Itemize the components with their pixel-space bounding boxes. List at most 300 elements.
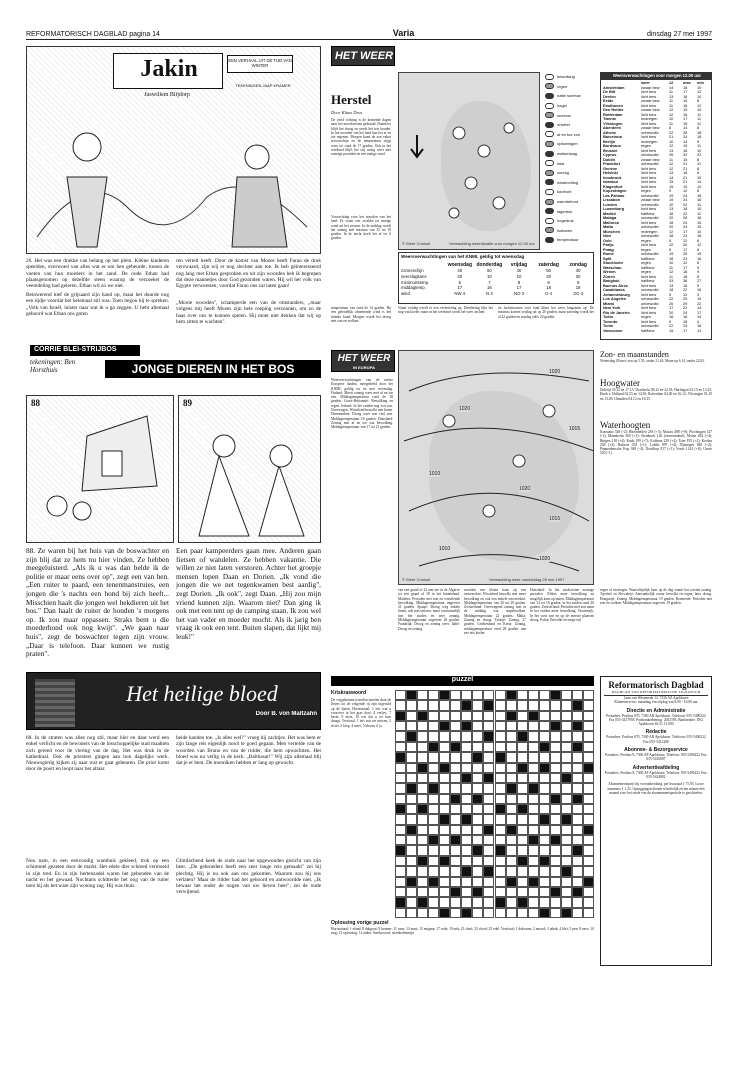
puzzle-cell[interactable] (483, 742, 494, 752)
puzzle-cell[interactable] (583, 794, 594, 804)
puzzle-cell[interactable] (439, 835, 450, 845)
puzzle-cell[interactable] (572, 897, 583, 907)
puzzle-cell[interactable] (495, 773, 506, 783)
puzzle-cell[interactable] (395, 731, 406, 741)
puzzle-cell[interactable] (495, 721, 506, 731)
puzzle-cell[interactable] (539, 804, 550, 814)
puzzle-cell[interactable] (539, 866, 550, 876)
puzzle-cell[interactable] (395, 866, 406, 876)
puzzle-cell[interactable] (417, 835, 428, 845)
puzzle-cell[interactable] (428, 763, 439, 773)
puzzle-cell[interactable] (539, 711, 550, 721)
puzzle-cell[interactable] (406, 763, 417, 773)
puzzle-cell[interactable] (572, 866, 583, 876)
puzzle-cell[interactable] (428, 700, 439, 710)
puzzle-cell[interactable] (450, 845, 461, 855)
puzzle-cell[interactable] (461, 763, 472, 773)
puzzle-cell[interactable] (495, 794, 506, 804)
puzzle-cell[interactable] (561, 825, 572, 835)
puzzle-cell[interactable] (528, 908, 539, 918)
puzzle-cell[interactable] (483, 794, 494, 804)
puzzle-cell[interactable] (572, 711, 583, 721)
puzzle-cell[interactable] (539, 794, 550, 804)
puzzle-cell[interactable] (472, 742, 483, 752)
puzzle-cell[interactable] (495, 783, 506, 793)
puzzle-cell[interactable] (472, 814, 483, 824)
puzzle-cell[interactable] (550, 700, 561, 710)
puzzle-cell[interactable] (528, 825, 539, 835)
puzzle-cell[interactable] (539, 690, 550, 700)
puzzle-cell[interactable] (572, 877, 583, 887)
puzzle-cell[interactable] (517, 887, 528, 897)
puzzle-cell[interactable] (517, 711, 528, 721)
puzzle-cell[interactable] (417, 742, 428, 752)
puzzle-cell[interactable] (439, 897, 450, 907)
puzzle-cell[interactable] (517, 783, 528, 793)
puzzle-cell[interactable] (550, 804, 561, 814)
puzzle-cell[interactable] (483, 897, 494, 907)
puzzle-cell[interactable] (517, 908, 528, 918)
puzzle-cell[interactable] (439, 794, 450, 804)
puzzle-cell[interactable] (395, 690, 406, 700)
puzzle-cell[interactable] (517, 690, 528, 700)
puzzle-cell[interactable] (517, 773, 528, 783)
puzzle-cell[interactable] (550, 877, 561, 887)
puzzle-cell[interactable] (450, 783, 461, 793)
puzzle-cell[interactable] (539, 877, 550, 887)
puzzle-cell[interactable] (495, 731, 506, 741)
puzzle-cell[interactable] (406, 711, 417, 721)
puzzle-cell[interactable] (528, 887, 539, 897)
puzzle-cell[interactable] (417, 731, 428, 741)
puzzle-cell[interactable] (406, 835, 417, 845)
puzzle-cell[interactable] (483, 711, 494, 721)
puzzle-cell[interactable] (506, 804, 517, 814)
puzzle-cell[interactable] (506, 866, 517, 876)
puzzle-cell[interactable] (561, 742, 572, 752)
puzzle-cell[interactable] (583, 804, 594, 814)
puzzle-cell[interactable] (583, 752, 594, 762)
puzzle-cell[interactable] (406, 856, 417, 866)
puzzle-cell[interactable] (572, 835, 583, 845)
puzzle-cell[interactable] (472, 690, 483, 700)
puzzle-cell[interactable] (572, 783, 583, 793)
puzzle-cell[interactable] (428, 825, 439, 835)
puzzle-cell[interactable] (561, 752, 572, 762)
puzzle-cell[interactable] (483, 763, 494, 773)
puzzle-cell[interactable] (439, 845, 450, 855)
puzzle-cell[interactable] (517, 814, 528, 824)
puzzle-cell[interactable] (395, 721, 406, 731)
puzzle-cell[interactable] (472, 783, 483, 793)
puzzle-cell[interactable] (572, 752, 583, 762)
puzzle-cell[interactable] (461, 711, 472, 721)
puzzle-cell[interactable] (583, 908, 594, 918)
puzzle-cell[interactable] (528, 773, 539, 783)
puzzle-cell[interactable] (495, 877, 506, 887)
puzzle-cell[interactable] (439, 825, 450, 835)
puzzle-cell[interactable] (528, 763, 539, 773)
puzzle-cell[interactable] (583, 866, 594, 876)
puzzle-cell[interactable] (572, 773, 583, 783)
puzzle-cell[interactable] (417, 877, 428, 887)
puzzle-cell[interactable] (506, 814, 517, 824)
puzzle-cell[interactable] (406, 908, 417, 918)
puzzle-cell[interactable] (539, 731, 550, 741)
puzzle-cell[interactable] (472, 731, 483, 741)
puzzle-cell[interactable] (450, 773, 461, 783)
puzzle-cell[interactable] (517, 877, 528, 887)
puzzle-cell[interactable] (528, 804, 539, 814)
puzzle-cell[interactable] (483, 887, 494, 897)
puzzle-cell[interactable] (395, 825, 406, 835)
puzzle-cell[interactable] (572, 804, 583, 814)
puzzle-cell[interactable] (506, 752, 517, 762)
puzzle-cell[interactable] (395, 763, 406, 773)
puzzle-cell[interactable] (472, 897, 483, 907)
puzzle-cell[interactable] (572, 814, 583, 824)
puzzle-cell[interactable] (550, 814, 561, 824)
puzzle-cell[interactable] (583, 690, 594, 700)
puzzle-cell[interactable] (561, 721, 572, 731)
puzzle-cell[interactable] (583, 731, 594, 741)
puzzle-cell[interactable] (583, 783, 594, 793)
puzzle-cell[interactable] (428, 804, 439, 814)
puzzle-cell[interactable] (417, 866, 428, 876)
puzzle-cell[interactable] (550, 752, 561, 762)
puzzle-cell[interactable] (395, 856, 406, 866)
puzzle-cell[interactable] (461, 887, 472, 897)
puzzle-cell[interactable] (539, 845, 550, 855)
puzzle-cell[interactable] (572, 825, 583, 835)
puzzle-cell[interactable] (550, 731, 561, 741)
puzzle-cell[interactable] (439, 804, 450, 814)
puzzle-cell[interactable] (461, 794, 472, 804)
puzzle-cell[interactable] (450, 804, 461, 814)
puzzle-cell[interactable] (483, 783, 494, 793)
puzzle-cell[interactable] (561, 763, 572, 773)
puzzle-cell[interactable] (539, 700, 550, 710)
puzzle-cell[interactable] (428, 711, 439, 721)
puzzle-cell[interactable] (528, 752, 539, 762)
puzzle-cell[interactable] (483, 804, 494, 814)
puzzle-cell[interactable] (406, 752, 417, 762)
puzzle-cell[interactable] (495, 835, 506, 845)
puzzle-cell[interactable] (395, 700, 406, 710)
puzzle-cell[interactable] (472, 711, 483, 721)
puzzle-cell[interactable] (461, 690, 472, 700)
puzzle-cell[interactable] (461, 825, 472, 835)
puzzle-cell[interactable] (472, 700, 483, 710)
puzzle-cell[interactable] (428, 752, 439, 762)
puzzle-cell[interactable] (428, 887, 439, 897)
puzzle-cell[interactable] (439, 877, 450, 887)
puzzle-cell[interactable] (528, 897, 539, 907)
puzzle-cell[interactable] (450, 752, 461, 762)
puzzle-cell[interactable] (572, 856, 583, 866)
puzzle-cell[interactable] (583, 856, 594, 866)
puzzle-cell[interactable] (550, 856, 561, 866)
puzzle-cell[interactable] (495, 887, 506, 897)
puzzle-cell[interactable] (539, 721, 550, 731)
puzzle-cell[interactable] (395, 835, 406, 845)
puzzle-cell[interactable] (395, 877, 406, 887)
puzzle-cell[interactable] (583, 887, 594, 897)
puzzle-cell[interactable] (472, 856, 483, 866)
puzzle-cell[interactable] (506, 773, 517, 783)
puzzle-cell[interactable] (517, 794, 528, 804)
puzzle-cell[interactable] (539, 773, 550, 783)
puzzle-cell[interactable] (461, 856, 472, 866)
puzzle-cell[interactable] (395, 773, 406, 783)
puzzle-cell[interactable] (561, 731, 572, 741)
puzzle-cell[interactable] (439, 783, 450, 793)
puzzle-cell[interactable] (561, 690, 572, 700)
puzzle-cell[interactable] (495, 856, 506, 866)
puzzle-cell[interactable] (461, 845, 472, 855)
puzzle-cell[interactable] (439, 731, 450, 741)
puzzle-cell[interactable] (495, 700, 506, 710)
puzzle-cell[interactable] (550, 845, 561, 855)
puzzle-cell[interactable] (528, 845, 539, 855)
puzzle-cell[interactable] (561, 700, 572, 710)
puzzle-cell[interactable] (439, 773, 450, 783)
puzzle-cell[interactable] (583, 835, 594, 845)
puzzle-cell[interactable] (539, 783, 550, 793)
puzzle-cell[interactable] (472, 773, 483, 783)
puzzle-cell[interactable] (561, 804, 572, 814)
puzzle-cell[interactable] (517, 721, 528, 731)
puzzle-cell[interactable] (472, 804, 483, 814)
puzzle-cell[interactable] (495, 825, 506, 835)
puzzle-cell[interactable] (572, 763, 583, 773)
puzzle-cell[interactable] (550, 897, 561, 907)
puzzle-cell[interactable] (428, 794, 439, 804)
puzzle-cell[interactable] (450, 897, 461, 907)
puzzle-cell[interactable] (472, 721, 483, 731)
puzzle-cell[interactable] (517, 742, 528, 752)
puzzle-cell[interactable] (406, 814, 417, 824)
puzzle-cell[interactable] (406, 700, 417, 710)
puzzle-cell[interactable] (406, 804, 417, 814)
puzzle-cell[interactable] (395, 814, 406, 824)
puzzle-cell[interactable] (539, 752, 550, 762)
puzzle-cell[interactable] (550, 825, 561, 835)
puzzle-cell[interactable] (461, 897, 472, 907)
puzzle-cell[interactable] (406, 866, 417, 876)
puzzle-cell[interactable] (417, 783, 428, 793)
puzzle-cell[interactable] (506, 742, 517, 752)
puzzle-cell[interactable] (517, 825, 528, 835)
puzzle-cell[interactable] (583, 845, 594, 855)
puzzle-cell[interactable] (428, 721, 439, 731)
puzzle-cell[interactable] (528, 866, 539, 876)
puzzle-cell[interactable] (428, 814, 439, 824)
puzzle-cell[interactable] (395, 783, 406, 793)
puzzle-cell[interactable] (539, 897, 550, 907)
puzzle-cell[interactable] (428, 773, 439, 783)
puzzle-cell[interactable] (572, 908, 583, 918)
puzzle-cell[interactable] (428, 908, 439, 918)
puzzle-cell[interactable] (506, 856, 517, 866)
puzzle-cell[interactable] (528, 721, 539, 731)
puzzle-cell[interactable] (417, 700, 428, 710)
puzzle-cell[interactable] (550, 763, 561, 773)
puzzle-cell[interactable] (450, 814, 461, 824)
puzzle-cell[interactable] (495, 763, 506, 773)
puzzle-cell[interactable] (395, 887, 406, 897)
puzzle-cell[interactable] (483, 856, 494, 866)
puzzle-cell[interactable] (428, 731, 439, 741)
puzzle-cell[interactable] (550, 773, 561, 783)
puzzle-cell[interactable] (461, 742, 472, 752)
puzzle-cell[interactable] (583, 897, 594, 907)
puzzle-cell[interactable] (550, 783, 561, 793)
puzzle-cell[interactable] (428, 866, 439, 876)
puzzle-cell[interactable] (406, 773, 417, 783)
puzzle-cell[interactable] (495, 690, 506, 700)
puzzle-cell[interactable] (483, 721, 494, 731)
puzzle-cell[interactable] (417, 752, 428, 762)
puzzle-cell[interactable] (561, 897, 572, 907)
puzzle-cell[interactable] (461, 877, 472, 887)
puzzle-cell[interactable] (550, 711, 561, 721)
puzzle-cell[interactable] (550, 742, 561, 752)
puzzle-cell[interactable] (506, 908, 517, 918)
puzzle-cell[interactable] (506, 763, 517, 773)
puzzle-cell[interactable] (439, 742, 450, 752)
puzzle-cell[interactable] (539, 825, 550, 835)
puzzle-cell[interactable] (450, 763, 461, 773)
puzzle-cell[interactable] (406, 721, 417, 731)
puzzle-cell[interactable] (495, 742, 506, 752)
puzzle-cell[interactable] (439, 866, 450, 876)
puzzle-cell[interactable] (417, 908, 428, 918)
puzzle-cell[interactable] (528, 731, 539, 741)
puzzle-cell[interactable] (572, 690, 583, 700)
puzzle-cell[interactable] (439, 700, 450, 710)
puzzle-cell[interactable] (450, 721, 461, 731)
puzzle-cell[interactable] (450, 731, 461, 741)
puzzle-cell[interactable] (428, 897, 439, 907)
puzzle-cell[interactable] (450, 825, 461, 835)
puzzle-cell[interactable] (406, 887, 417, 897)
puzzle-cell[interactable] (528, 700, 539, 710)
puzzle-cell[interactable] (483, 877, 494, 887)
puzzle-cell[interactable] (550, 866, 561, 876)
puzzle-cell[interactable] (561, 711, 572, 721)
puzzle-cell[interactable] (461, 783, 472, 793)
puzzle-cell[interactable] (406, 794, 417, 804)
puzzle-cell[interactable] (483, 690, 494, 700)
puzzle-cell[interactable] (483, 752, 494, 762)
puzzle-cell[interactable] (450, 866, 461, 876)
puzzle-cell[interactable] (583, 721, 594, 731)
puzzle-cell[interactable] (583, 814, 594, 824)
puzzle-cell[interactable] (450, 700, 461, 710)
puzzle-cell[interactable] (450, 711, 461, 721)
puzzle-cell[interactable] (561, 856, 572, 866)
puzzle-cell[interactable] (517, 866, 528, 876)
puzzle-cell[interactable] (439, 711, 450, 721)
puzzle-cell[interactable] (439, 752, 450, 762)
puzzle-cell[interactable] (506, 845, 517, 855)
puzzle-cell[interactable] (428, 856, 439, 866)
puzzle-cell[interactable] (417, 814, 428, 824)
puzzle-cell[interactable] (495, 908, 506, 918)
puzzle-cell[interactable] (428, 845, 439, 855)
puzzle-cell[interactable] (472, 835, 483, 845)
puzzle-cell[interactable] (417, 845, 428, 855)
puzzle-cell[interactable] (561, 845, 572, 855)
puzzle-cell[interactable] (417, 690, 428, 700)
puzzle-cell[interactable] (417, 721, 428, 731)
puzzle-cell[interactable] (472, 908, 483, 918)
puzzle-cell[interactable] (539, 835, 550, 845)
puzzle-cell[interactable] (506, 731, 517, 741)
puzzle-cell[interactable] (439, 887, 450, 897)
puzzle-cell[interactable] (417, 773, 428, 783)
puzzle-cell[interactable] (506, 721, 517, 731)
puzzle-cell[interactable] (517, 752, 528, 762)
puzzle-cell[interactable] (406, 897, 417, 907)
puzzle-cell[interactable] (517, 835, 528, 845)
puzzle-cell[interactable] (561, 877, 572, 887)
puzzle-cell[interactable] (561, 794, 572, 804)
puzzle-cell[interactable] (506, 794, 517, 804)
puzzle-cell[interactable] (528, 690, 539, 700)
puzzle-cell[interactable] (561, 887, 572, 897)
puzzle-cell[interactable] (550, 908, 561, 918)
puzzle-cell[interactable] (461, 752, 472, 762)
puzzle-cell[interactable] (572, 731, 583, 741)
puzzle-cell[interactable] (495, 711, 506, 721)
puzzle-cell[interactable] (483, 835, 494, 845)
puzzle-cell[interactable] (472, 866, 483, 876)
puzzle-cell[interactable] (517, 845, 528, 855)
puzzle-cell[interactable] (528, 742, 539, 752)
puzzle-cell[interactable] (583, 773, 594, 783)
puzzle-cell[interactable] (395, 908, 406, 918)
puzzle-cell[interactable] (461, 731, 472, 741)
puzzle-cell[interactable] (528, 856, 539, 866)
puzzle-cell[interactable] (406, 845, 417, 855)
puzzle-cell[interactable] (395, 794, 406, 804)
puzzle-cell[interactable] (506, 700, 517, 710)
puzzle-cell[interactable] (583, 711, 594, 721)
puzzle-cell[interactable] (450, 877, 461, 887)
puzzle-cell[interactable] (406, 742, 417, 752)
puzzle-cell[interactable] (472, 763, 483, 773)
puzzle-cell[interactable] (450, 690, 461, 700)
puzzle-cell[interactable] (561, 783, 572, 793)
puzzle-cell[interactable] (483, 845, 494, 855)
puzzle-cell[interactable] (561, 835, 572, 845)
puzzle-cell[interactable] (583, 700, 594, 710)
puzzle-cell[interactable] (417, 825, 428, 835)
puzzle-cell[interactable] (495, 814, 506, 824)
puzzle-cell[interactable] (428, 690, 439, 700)
puzzle-cell[interactable] (506, 897, 517, 907)
puzzle-cell[interactable] (450, 908, 461, 918)
puzzle-cell[interactable] (583, 742, 594, 752)
puzzle-cell[interactable] (472, 825, 483, 835)
puzzle-cell[interactable] (539, 887, 550, 897)
puzzle-cell[interactable] (472, 877, 483, 887)
puzzle-cell[interactable] (461, 804, 472, 814)
puzzle-cell[interactable] (395, 742, 406, 752)
puzzle-cell[interactable] (417, 794, 428, 804)
